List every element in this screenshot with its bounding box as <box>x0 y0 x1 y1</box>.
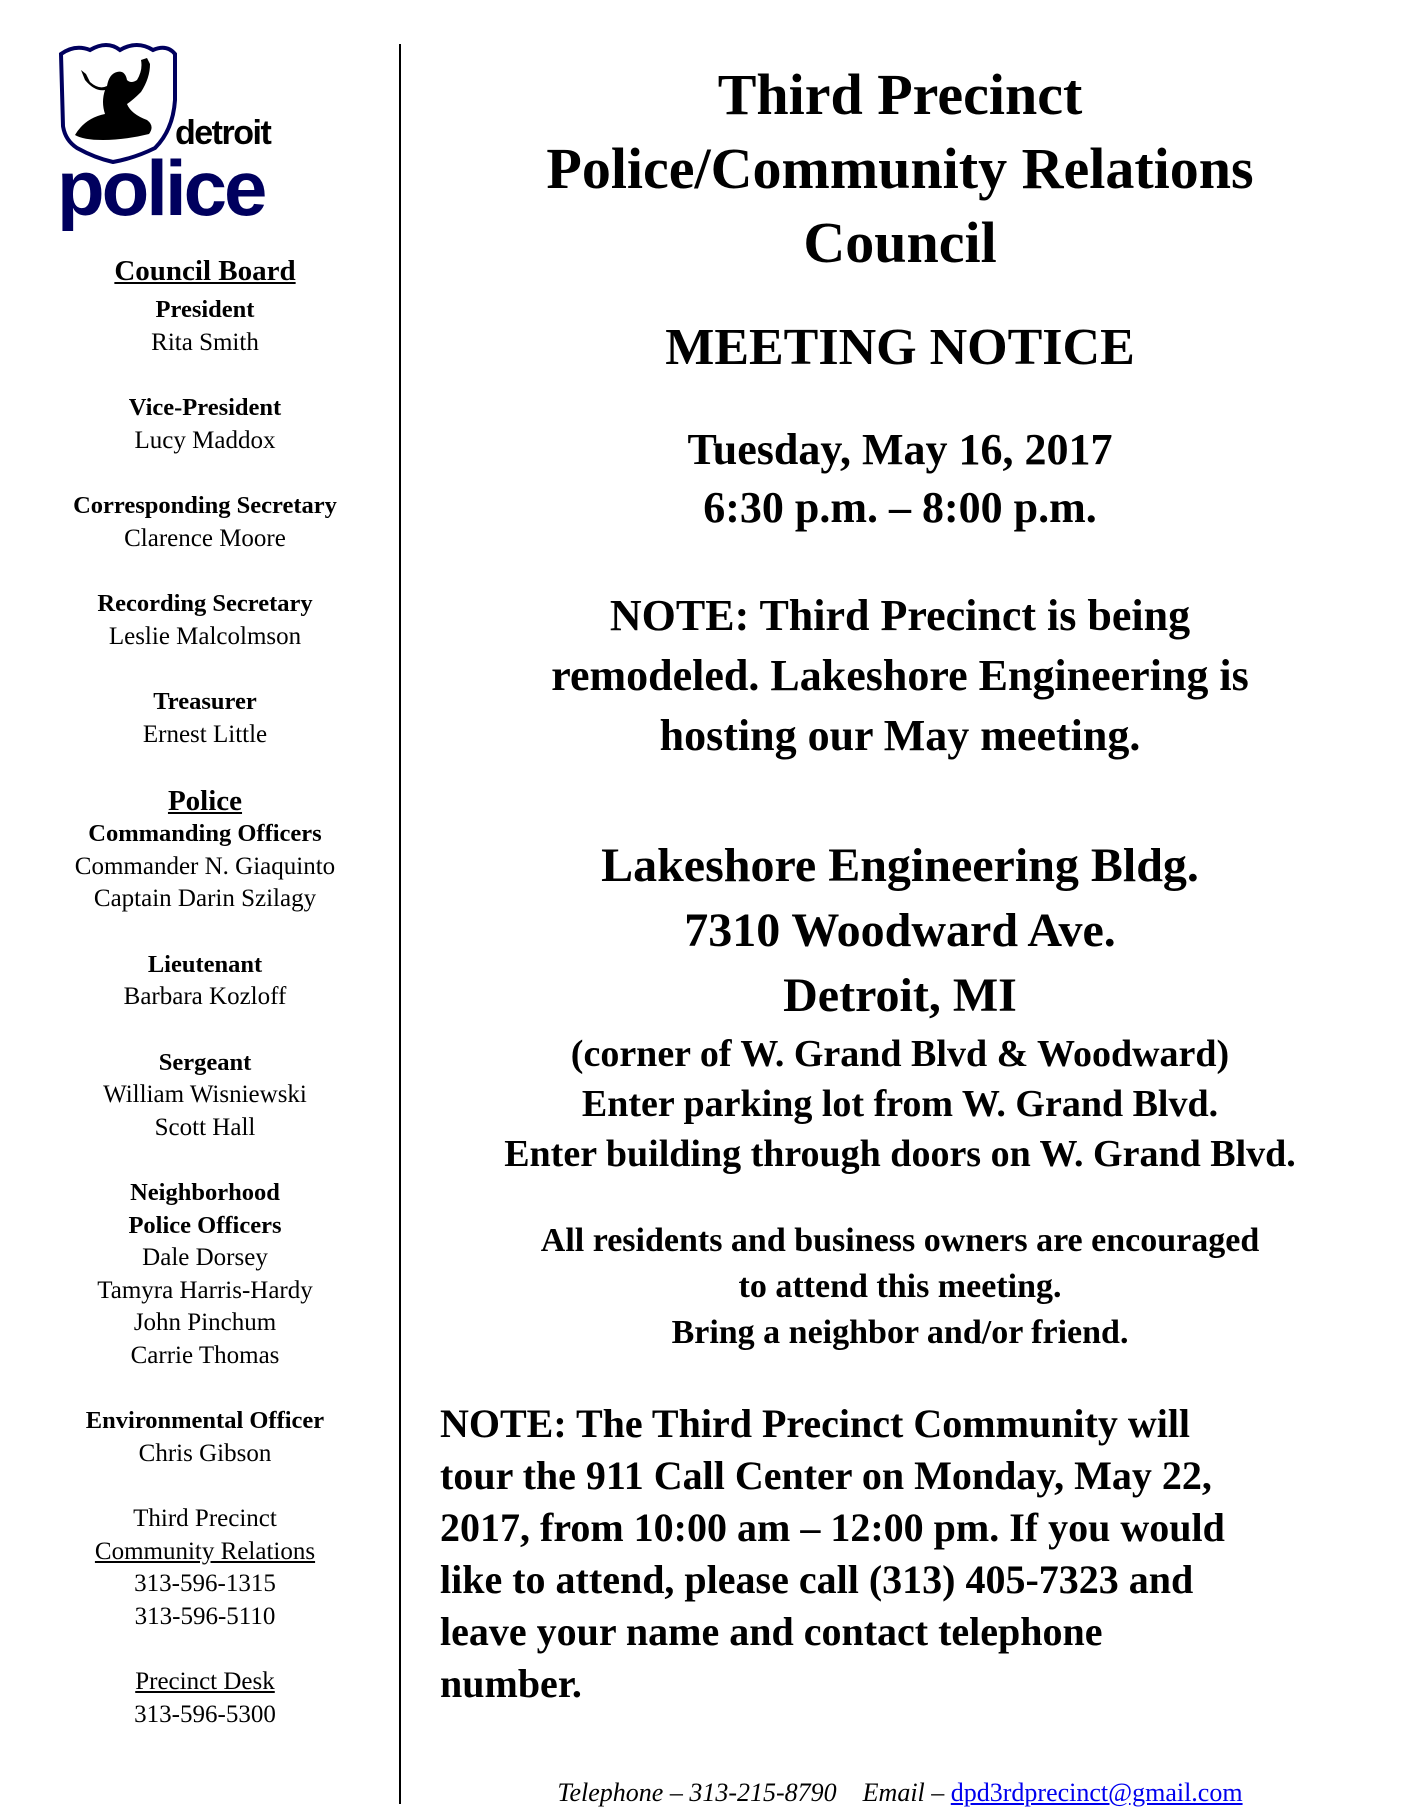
officer-name: Captain Darin Szilagy <box>93 885 317 912</box>
directions-line: Enter parking lot from W. Grand Blvd. <box>581 1083 1219 1125</box>
police-entry-commanding-officers <box>30 818 380 916</box>
community-relations-line1: Third Precinct <box>133 1505 277 1532</box>
note2-line: leave your name and contact telephone <box>440 1609 1103 1654</box>
note2-line: like to attend, please call (313) 405-7323 and <box>440 1557 1194 1602</box>
board-entry-vice-president <box>30 392 380 457</box>
logo-police-text: police <box>57 144 265 232</box>
police-entry-neighborhood-officers <box>30 1177 380 1372</box>
address-venue: Lakeshore Engineering Bldg. <box>601 839 1199 892</box>
meeting-time: 6:30 p.m. – 8:00 p.m. <box>703 483 1097 532</box>
call-center-tour-note <box>440 1398 1340 1710</box>
precinct-desk-contact <box>30 1666 380 1731</box>
shield-badge-icon <box>55 40 295 235</box>
directions-line: (corner of W. Grand Blvd & Woodward) <box>570 1033 1230 1075</box>
officer-name: Commander N. Giaquinto <box>74 852 336 880</box>
precinct-desk-label: Precinct Desk <box>135 1668 275 1695</box>
role-label: Environmental Officer <box>85 1407 325 1434</box>
page-title-line2: Police/Community Relations <box>546 136 1254 201</box>
role-label: Recording Secretary <box>97 590 313 617</box>
member-name: Leslie Malcolmson <box>108 622 302 650</box>
role-label: Treasurer <box>153 688 257 715</box>
community-relations-line2: Community Relations <box>94 1537 316 1565</box>
meeting-date: Tuesday, May 16, 2017 <box>687 425 1113 474</box>
address-city: Detroit, MI <box>783 969 1017 1022</box>
role-label: Vice-President <box>128 394 282 421</box>
note1-line: hosting our May meeting. <box>659 711 1141 760</box>
police-entry-sergeant <box>30 1047 380 1145</box>
phone-number: 313-596-5300 <box>134 1700 276 1728</box>
page-title-line3: Council <box>803 210 997 275</box>
police-entry-environmental-officer <box>30 1405 380 1470</box>
logo-detroit-text: detroit <box>175 114 271 152</box>
note2-line: 2017, from 10:00 am – 12:00 pm. If you would <box>440 1505 1225 1550</box>
community-relations-contact <box>30 1503 380 1633</box>
board-entry-treasurer <box>30 686 380 751</box>
phone-number: 313-596-5110 <box>134 1602 276 1630</box>
note2-line: tour the 911 Call Center on Monday, May 22, <box>440 1453 1212 1498</box>
member-name: Rita Smith <box>151 328 259 356</box>
invite-line: Bring a neighbor and/or friend. <box>671 1314 1129 1351</box>
police-entry-lieutenant <box>30 949 380 1014</box>
officer-name: William Wisniewski <box>103 1081 307 1108</box>
footer-email-label: Email – <box>862 1778 951 1807</box>
role-label: Sergeant <box>158 1048 252 1076</box>
sidebar <box>30 254 380 1731</box>
role-label: Corresponding Secretary <box>73 492 337 519</box>
footer-contact <box>420 1778 1380 1808</box>
member-name: Lucy Maddox <box>134 426 276 454</box>
officer-name: Tamyra Harris-Hardy <box>97 1276 313 1304</box>
role-label: Neighborhood <box>130 1179 280 1206</box>
officer-name: Dale Dorsey <box>142 1244 268 1271</box>
officer-name: Barbara Kozloff <box>123 983 287 1010</box>
invite-line: to attend this meeting. <box>738 1268 1062 1305</box>
role-label: Commanding Officers <box>88 820 322 847</box>
officer-name: Scott Hall <box>154 1113 256 1141</box>
role-label: Lieutenant <box>147 950 263 978</box>
page-title-line1: Third Precinct <box>717 62 1083 127</box>
note1-line: remodeled. Lakeshore Engineering is <box>551 651 1249 700</box>
note2-line: NOTE: The Third Precinct Community will <box>440 1401 1191 1446</box>
member-name: Ernest Little <box>142 720 268 748</box>
police-heading: Police <box>167 785 243 817</box>
footer-telephone: Telephone – 313-215-8790 <box>557 1778 837 1807</box>
directions-line: Enter building through doors on W. Grand Blvd. <box>504 1133 1296 1175</box>
council-board-heading: Council Board <box>114 255 296 287</box>
board-entry-president <box>30 294 380 359</box>
board-entry-corresponding-secretary <box>30 490 380 555</box>
email-link[interactable]: dpd3rdprecinct@gmail.com <box>950 1778 1243 1807</box>
officer-name: John Pinchum <box>133 1309 277 1336</box>
officer-name: Chris Gibson <box>138 1439 272 1467</box>
detroit-police-logo <box>55 40 295 235</box>
column-divider <box>399 44 401 1804</box>
role-label: Police Officers <box>128 1211 282 1239</box>
note1-line: NOTE: Third Precinct is being <box>609 591 1191 640</box>
role-label: President <box>155 296 255 323</box>
officer-name: Carrie Thomas <box>130 1341 280 1369</box>
note2-line: number. <box>440 1661 582 1706</box>
phone-number: 313-596-1315 <box>134 1570 276 1597</box>
meeting-notice-heading: MEETING NOTICE <box>665 319 1135 376</box>
board-entry-recording-secretary <box>30 588 380 653</box>
member-name: Clarence Moore <box>124 524 286 552</box>
invite-line: All residents and business owners are encouraged <box>540 1222 1260 1259</box>
address-street: 7310 Woodward Ave. <box>684 904 1116 957</box>
